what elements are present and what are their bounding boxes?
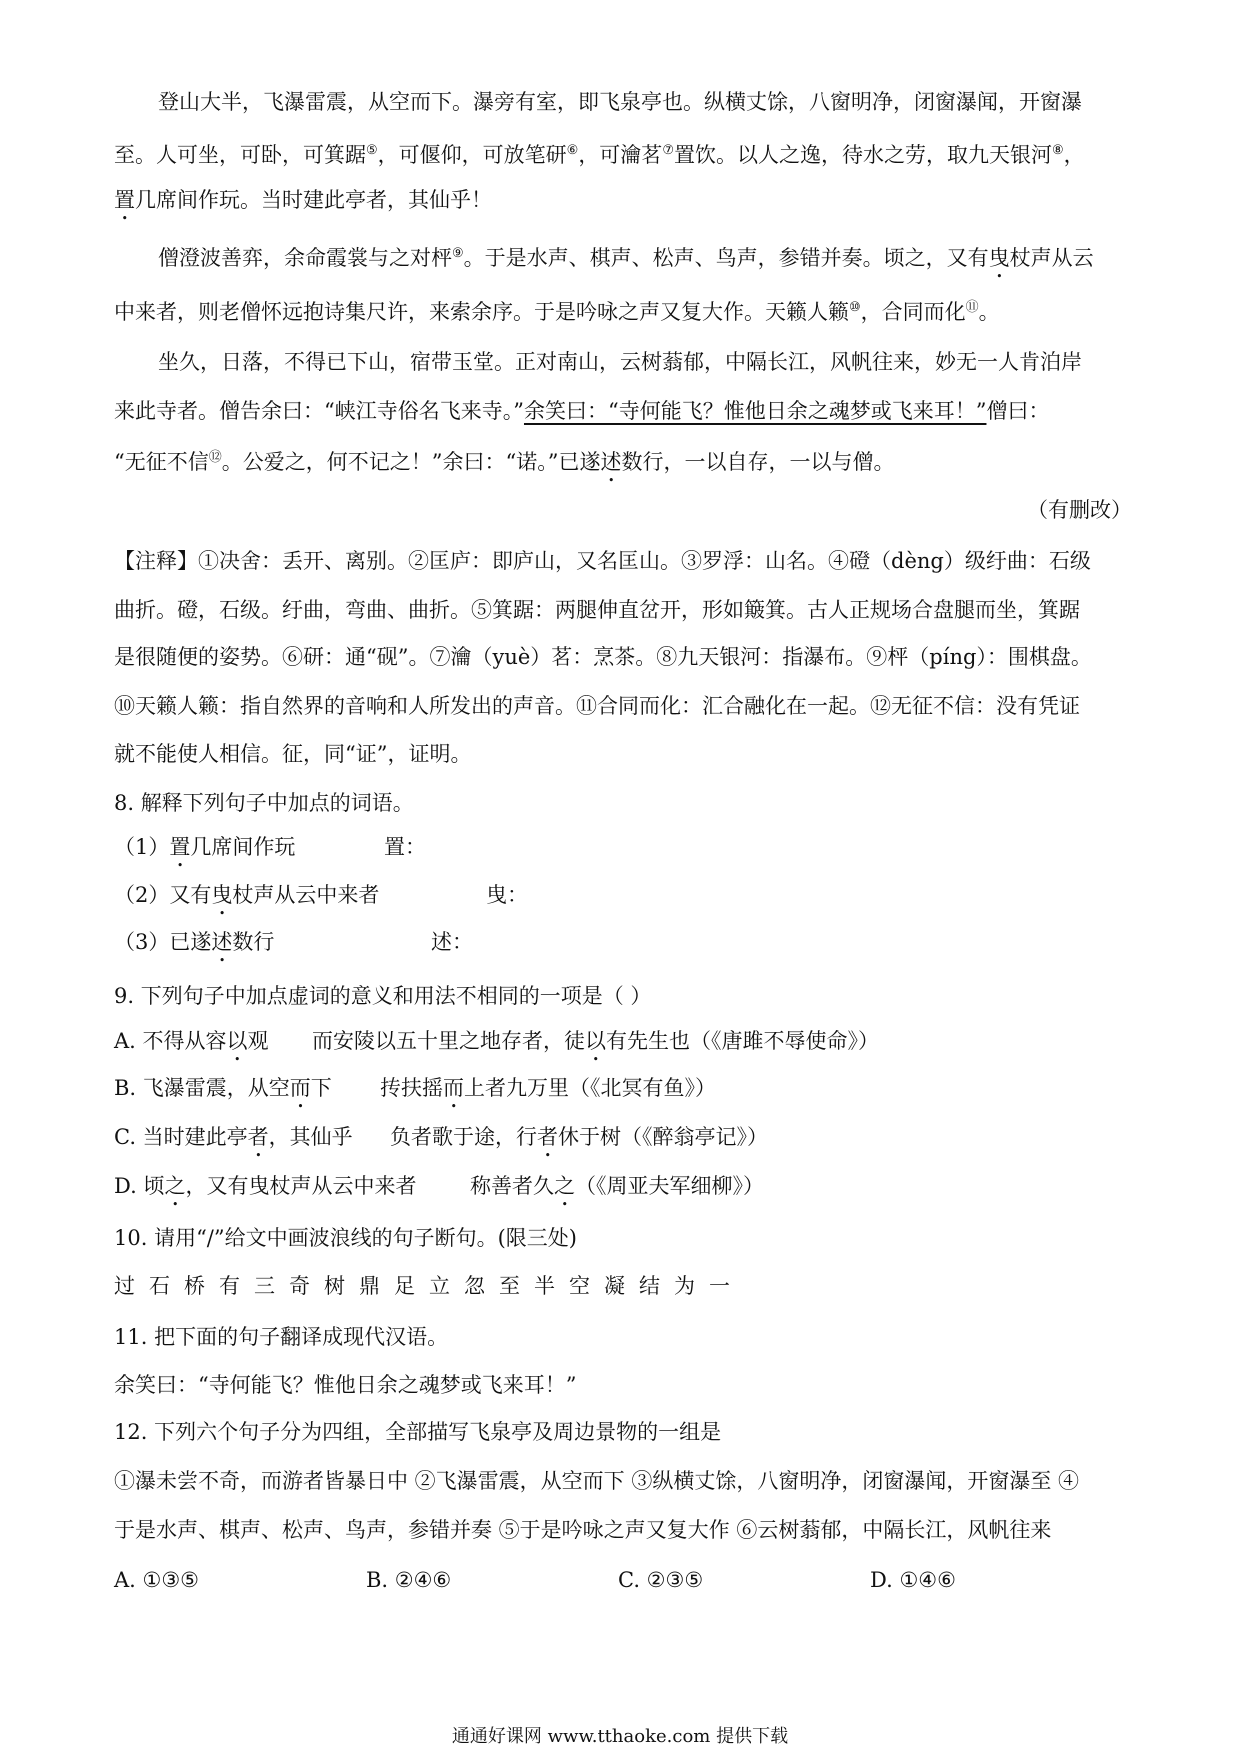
passage-p2-line2: 中来者，则老僧怀远抱诗集尺许，来索余序。于是吟咏之声又复大作。天籁人籁⑩，合同而化⑪。 bbox=[114, 300, 1000, 324]
notes-line1: 【注释】①决舍：丢开、离别。②匡庐：即庐山，又名匡山。③罗浮：山名。④磴（dèng）级纡曲：石级 bbox=[114, 549, 1091, 573]
q8-item1-label: 置： bbox=[384, 835, 426, 859]
passage-p1-line1: 登山大半，飞瀑雷震，从空而下。瀑旁有室，即飞泉亭也。纵横丈馀，八窗明净，闭窗瀑闻，开窗瀑 bbox=[158, 90, 1082, 114]
page-footer: 通通好课网 www.tthaoke.com 提供下载 bbox=[451, 1726, 789, 1747]
q11-stem: 11. 把下面的句子翻译成现代汉语。 bbox=[114, 1325, 449, 1349]
passage-p2-line1: 僧澄波善弈，余命霞裳与之对枰⑨。于是水声、棋声、松声、鸟声，参错并奏。顷之，又有曳杖声从云 bbox=[158, 246, 1094, 270]
notes-line3: 是很随便的姿势。⑥研：通“砚”。⑦瀹（yuè）茗：烹茶。⑧九天银河：指瀑布。⑨枰（píng）：围棋盘。 bbox=[114, 645, 1092, 669]
q9-option-a: A. 不得从容以观 bbox=[114, 1029, 269, 1053]
q11-sentence: 余笑曰：“寺何能飞？惟他日余之魂梦或飞来耳！” bbox=[114, 1373, 577, 1397]
underlined-sentence: 余笑曰：“寺何能飞？惟他日余之魂梦或飞来耳！” bbox=[523, 399, 987, 423]
q9-option-c-compare: 负者歌于途，行者休于树（《醉翁亭记》） bbox=[390, 1125, 768, 1149]
q12-option-b: B. ②④⑥ bbox=[366, 1568, 452, 1592]
q8-item1: （1）置几席间作玩 bbox=[114, 835, 296, 859]
passage-p3-line2: 来此寺者。僧告余曰：“峡江寺俗名飞来寺。”余笑曰：“寺何能飞？惟他日余之魂梦或飞来耳！”僧曰： bbox=[114, 399, 1050, 423]
notes-line2: 曲折。磴，石级。纡曲，弯曲、曲折。⑤箕踞：两腿伸直岔开，形如簸箕。古人正规场合盘腿而坐，箕踞 bbox=[114, 598, 1080, 622]
q8-item2: （2）又有曳杖声从云中来者 bbox=[114, 883, 380, 907]
q9-option-c: C. 当时建此亭者，其仙乎 bbox=[114, 1125, 353, 1149]
q10-sentence: 过石桥有三奇树鼎足立忽至半空凝结为一 bbox=[114, 1274, 744, 1298]
source-note: （有删改） bbox=[1027, 498, 1132, 522]
q8-stem: 8. 解释下列句子中加点的词语。 bbox=[114, 791, 414, 815]
q12-option-a: A. ①③⑤ bbox=[114, 1568, 199, 1592]
q8-item2-label: 曳： bbox=[486, 883, 528, 907]
passage-p3-line3: “无征不信⑫。公爱之，何不记之！”余曰：“诺。”已遂述数行，一以自存，一以与僧。 bbox=[114, 450, 895, 474]
q9-option-a-compare: 而安陵以五十里之地存者，徒以有先生也（《唐雎不辱使命》） bbox=[312, 1029, 879, 1053]
passage-p1-line3: 置几席间作玩。当时建此亭者，其仙乎！ bbox=[114, 188, 492, 212]
passage-p3-line1: 坐久，日落，不得已下山，宿带玉堂。正对南山，云树蓊郁，中隔长江，风帆往来，妙无一人肯泊岸 bbox=[158, 350, 1082, 374]
q9-option-d: D. 顷之，又有曳杖声从云中来者 bbox=[114, 1174, 417, 1198]
q12-line2: 于是水声、棋声、松声、鸟声，参错并奏 ⑤于是吟咏之声又复大作 ⑥云树蓊郁，中隔长江，风帆往来 bbox=[114, 1518, 1052, 1542]
q9-option-b-compare: 抟扶摇而上者九万里（《北冥有鱼》） bbox=[380, 1076, 716, 1100]
q12-option-c: C. ②③⑤ bbox=[618, 1568, 704, 1592]
q12-option-d: D. ①④⑥ bbox=[870, 1568, 956, 1592]
passage-p1-line2: 至。人可坐，可卧，可箕踞⑤，可偃仰，可放笔研⑥，可瀹茗⑦置饮。以人之逸，待水之劳，取九天银河⑧， bbox=[114, 143, 1085, 167]
q12-line1: ①瀑未尝不奇，而游者皆暴日中 ②飞瀑雷震，从空而下 ③纵横丈馀，八窗明净，闭窗瀑闻，开窗瀑至 ④ bbox=[114, 1469, 1080, 1493]
q9-stem: 9. 下列句子中加点虚词的意义和用法不相同的一项是（ ） bbox=[114, 984, 652, 1008]
q12-stem: 12. 下列六个句子分为四组，全部描写飞泉亭及周边景物的一组是 bbox=[114, 1420, 722, 1444]
q9-option-b: B. 飞瀑雷震，从空而下 bbox=[114, 1076, 332, 1100]
q10-stem: 10. 请用“/”给文中画波浪线的句子断句。(限三处) bbox=[114, 1226, 578, 1250]
q9-option-d-compare: 称善者久之（《周亚夫军细柳》） bbox=[470, 1174, 764, 1198]
q8-item3: （3）已遂述数行 bbox=[114, 930, 275, 954]
q8-item3-label: 述： bbox=[431, 930, 473, 954]
notes-line5: 就不能使人相信。征，同“证”，证明。 bbox=[114, 742, 472, 766]
notes-line4: ⑩天籁人籁：指自然界的音响和人所发出的声音。⑪合同而化：汇合融化在一起。⑫无征不信：没有凭证 bbox=[114, 694, 1080, 718]
